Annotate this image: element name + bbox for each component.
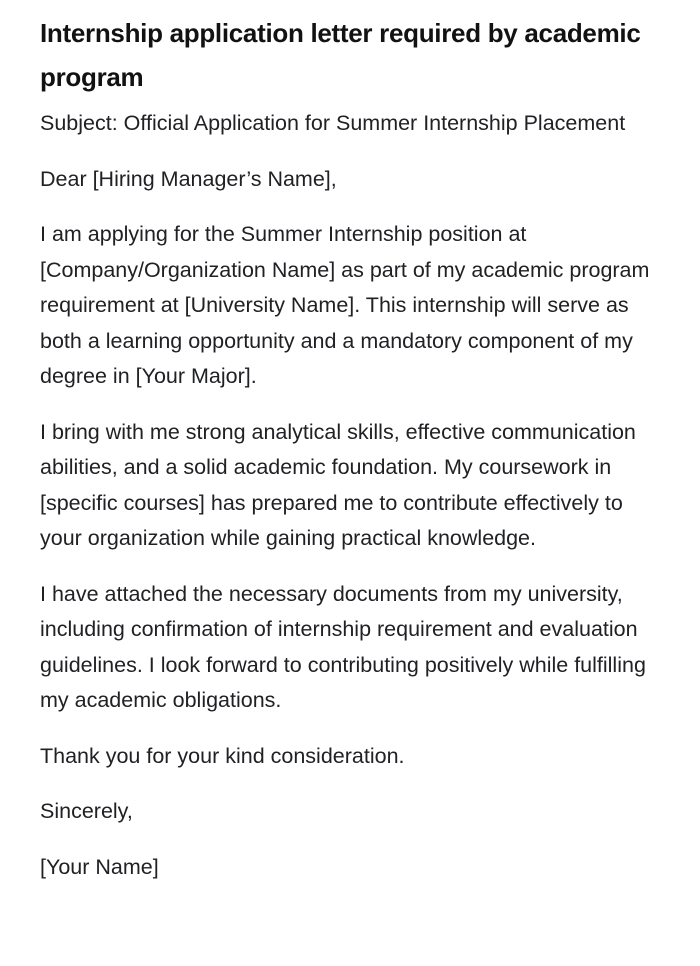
salutation: Dear [Hiring Manager’s Name],: [40, 166, 337, 191]
subject-line: Subject: Official Application for Summer Internship Placement: [40, 111, 626, 135]
body-paragraph-2: I bring with me strong analytical skills, effective communication abilities, and a solid academic foundation. My coursework in [specific courses] has prepared me to contribute effectively to your organization while gaining practical knowledge.: [40, 419, 636, 550]
body-paragraph-3: I have attached the necessary documents from my university, including confirmation of internship requirement and evaluation guidelines. I look forward to contributing positively while fulfilling my academic obligations.: [40, 581, 646, 712]
page-title: Internship application letter required by academic program: [40, 18, 641, 92]
signature-placeholder: [Your Name]: [40, 854, 159, 879]
body-paragraph-1: I am applying for the Summer Internship position at [Company/Organization Name] as part of my academic program requirement at [University Name]. This internship will serve as both a learning opportunity and a mandatory component of my degree in [Your Major].: [40, 222, 650, 388]
closing: Sincerely,: [40, 799, 133, 823]
thanks-line: Thank you for your kind consideration.: [40, 743, 405, 768]
